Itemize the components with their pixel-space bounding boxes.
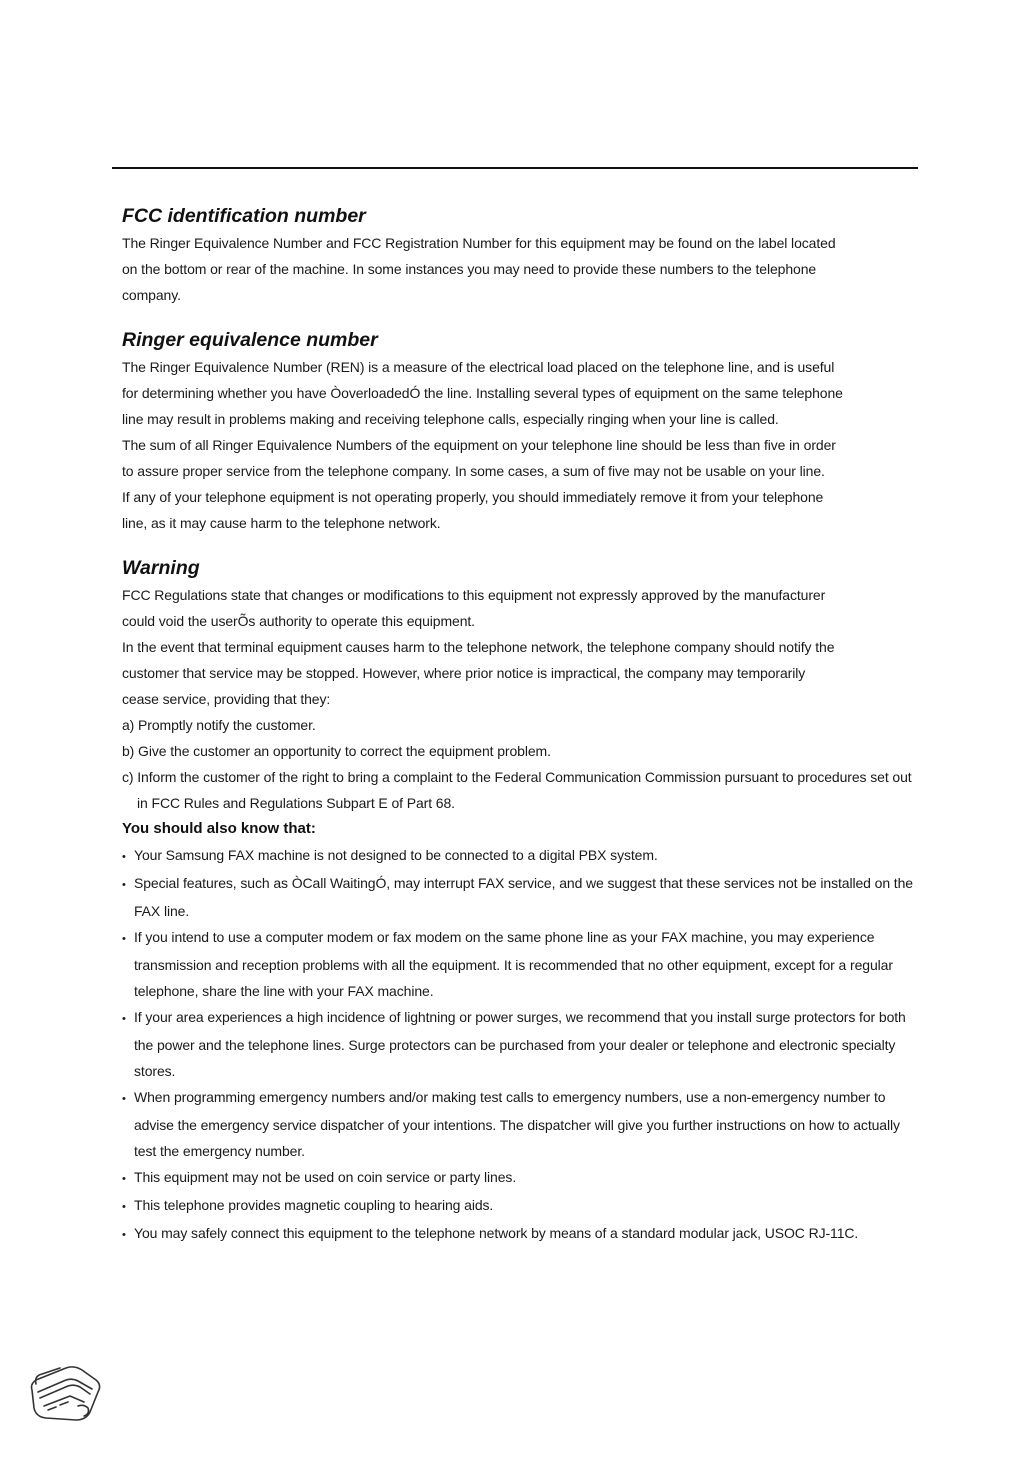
fax-machine-icon: [26, 1362, 104, 1424]
bullet-item: [122, 842, 922, 870]
ren-line-5: to assure proper service from the telephone company. In some cases, a sum of five may not be usable on your line.: [122, 463, 825, 479]
bullet-item: [122, 1164, 922, 1192]
bullet-text: If your area experiences a high incidence of lightning or power surges, we recommend that you install surge protectors for both the power and the telephone lines. Surge protectors can be purchased from your dealer or telephone and electronic specialty stores.: [134, 1009, 906, 1079]
bullet-item: [122, 924, 922, 1004]
bullet-item: [122, 1220, 922, 1248]
bullet-text: When programming emergency numbers and/or making test calls to emergency numbers, use a non-emergency number to advise the emergency service dispatcher of your intentions. The dispatcher will give you further instructions on how to actually test the emergency number.: [134, 1089, 900, 1159]
ren-line-4: The sum of all Ringer Equivalence Numbers of the equipment on your telephone line should be less than five in order: [122, 437, 836, 453]
spacer: [122, 308, 922, 326]
bullet-icon: •: [122, 879, 126, 891]
fcc-id-line-2: on the bottom or rear of the machine. In some instances you may need to provide these numbers to the telephone: [122, 261, 817, 277]
heading-ringer-equivalence: Ringer equivalence number: [122, 329, 378, 351]
bullet-item: [122, 870, 922, 924]
subheading-also-know: You should also know that:: [122, 820, 316, 837]
fcc-id-line-3: company.: [122, 287, 181, 303]
warning-line-2: could void the userÕs authority to operate this equipment.: [122, 613, 475, 629]
warning-item-a: a) Promptly notify the customer.: [122, 717, 316, 733]
bullet-text: Special features, such as ÒCall WaitingÓ, may interrupt FAX service, and we suggest that these services not be installed on the FAX line.: [134, 875, 913, 919]
ren-line-3: line may result in problems making and receiving telephone calls, especially ringing when your line is called.: [122, 411, 779, 427]
bullet-text: You may safely connect this equipment to the telephone network by means of a standard modular jack, USOC RJ-11C.: [134, 1225, 859, 1241]
warning-item-b: b) Give the customer an opportunity to correct the equipment problem.: [122, 743, 551, 759]
bullet-icon: •: [122, 1013, 126, 1025]
ren-line-7: line, as it may cause harm to the telephone network.: [122, 515, 441, 531]
bullet-icon: •: [122, 1229, 126, 1241]
header-rule: [112, 167, 918, 169]
bullet-icon: •: [122, 933, 126, 945]
warning-line-1: FCC Regulations state that changes or modifications to this equipment not expressly approved by the manufacturer: [122, 587, 826, 603]
document-body: [122, 202, 922, 1248]
spacer: [122, 536, 922, 554]
bullet-icon: •: [122, 1173, 126, 1185]
ren-line-6: If any of your telephone equipment is not operating properly, you should immediately remove it from your telephone: [122, 489, 824, 505]
bullet-icon: •: [122, 851, 126, 863]
ren-line-2: for determining whether you have ÒoverloadedÓ the line. Installing several types of equipment on the same telephone: [122, 385, 843, 401]
bullet-icon: •: [122, 1093, 126, 1105]
ren-line-1: The Ringer Equivalence Number (REN) is a measure of the electrical load placed on the telephone line, and is useful: [122, 359, 835, 375]
warning-line-4: customer that service may be stopped. However, where prior notice is impractical, the company may temporarily: [122, 665, 806, 681]
bullet-text: Your Samsung FAX machine is not designed to be connected to a digital PBX system.: [134, 847, 658, 863]
bullet-text: This equipment may not be used on coin service or party lines.: [134, 1169, 517, 1185]
bullet-item: [122, 1192, 922, 1220]
warning-item-c: c) Inform the customer of the right to bring a complaint to the Federal Communication Commission pursuant to procedures set out in FCC Rules and Regulations Subpart E of Part 68.: [122, 769, 912, 811]
bullet-item: [122, 1084, 922, 1164]
heading-warning: Warning: [122, 557, 200, 579]
warning-line-3: In the event that terminal equipment causes harm to the telephone network, the telephone company should notify the: [122, 639, 835, 655]
warning-line-5: cease service, providing that they:: [122, 691, 331, 707]
bullet-item: [122, 1004, 922, 1084]
fcc-id-line-1: The Ringer Equivalence Number and FCC Registration Number for this equipment may be found on the label located: [122, 235, 836, 251]
bullet-text: This telephone provides magnetic coupling to hearing aids.: [134, 1197, 494, 1213]
heading-fcc-identification: FCC identification number: [122, 205, 366, 227]
bullet-icon: •: [122, 1201, 126, 1213]
bullet-text: If you intend to use a computer modem or fax modem on the same phone line as your FAX machine, you may experience transmission and reception problems with all the equipment. It is recommended that no other equipment, except for a regular telephone, share the line with your FAX machine.: [134, 929, 893, 999]
